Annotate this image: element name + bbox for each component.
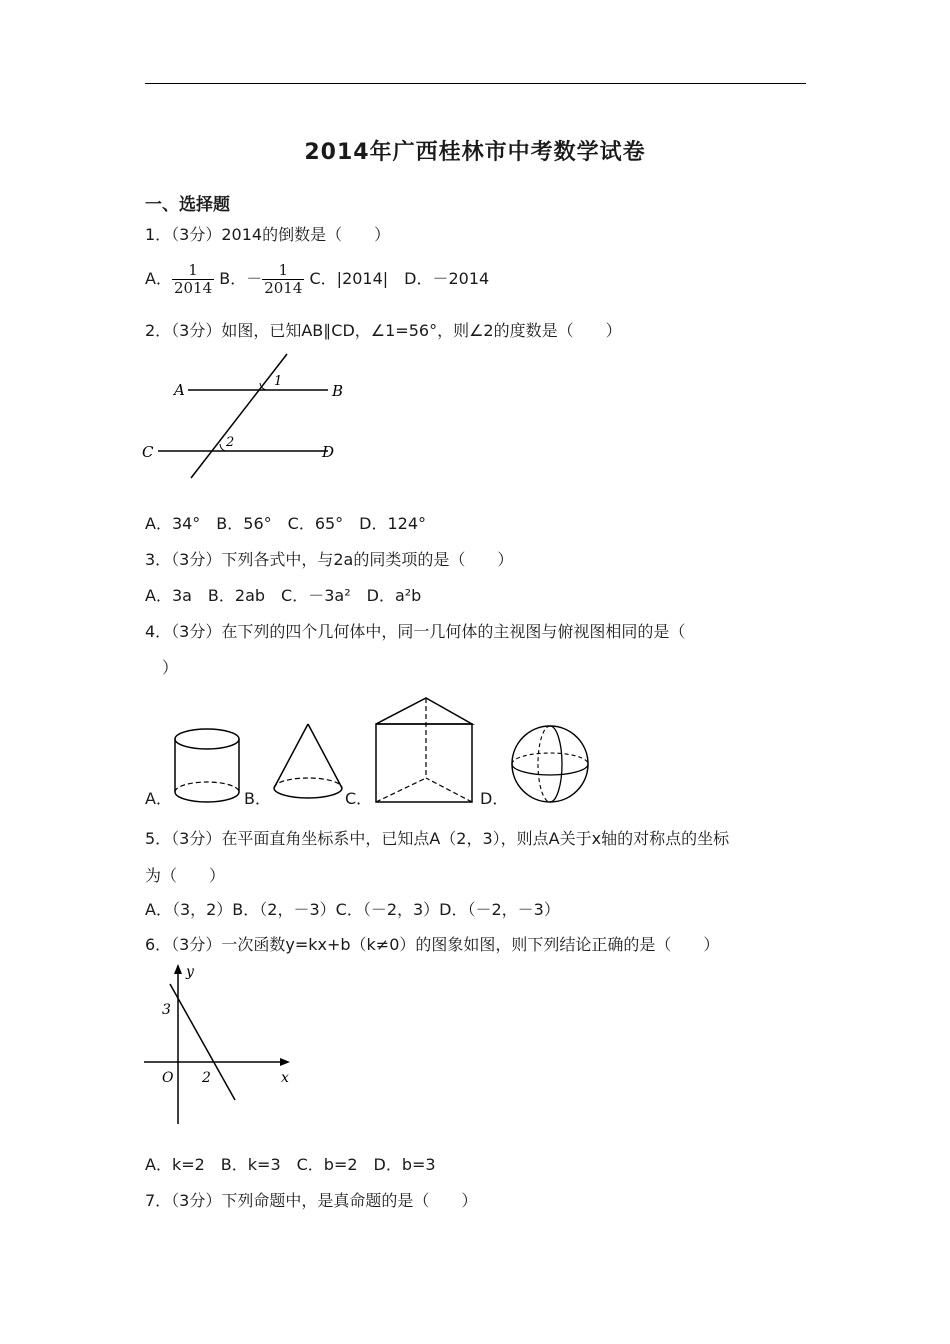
angle-2-arc (220, 444, 225, 451)
header-rule (145, 83, 806, 84)
question-3-stem: 3．（3分）下列各式中，与2a的同类项的是（ ） (145, 550, 514, 569)
x-axis-arrow (280, 1058, 290, 1066)
cylinder-bottom-back (175, 782, 239, 792)
label-angle-1: 1 (274, 374, 283, 389)
page-title: 2014年广西桂林市中考数学试卷 (304, 140, 646, 165)
cone-base-front (274, 788, 342, 798)
q1-option-b-numerator: 1 (262, 262, 304, 280)
question-5-stem-line2: 为（ ） (145, 866, 226, 885)
sphere-figure (508, 722, 592, 806)
label-origin: O (162, 1070, 174, 1086)
q1-option-a-fraction (172, 262, 214, 297)
label-x-intercept: 2 (202, 1070, 211, 1086)
label-d: D (322, 443, 335, 461)
cylinder-top-ellipse (175, 729, 239, 749)
section-heading: 一、选择题 (145, 195, 230, 215)
y-axis-arrow (174, 964, 182, 974)
cone-left-edge (274, 724, 308, 788)
cone-base-back (274, 778, 342, 788)
question-7-stem: 7．（3分）下列命题中，是真命题的是（ ） (145, 1191, 478, 1210)
q1-option-a-denominator: 2014 (173, 279, 213, 297)
q1-option-b-fraction (262, 262, 304, 297)
sphere-equator-back (512, 753, 588, 764)
label-a: A (174, 381, 185, 399)
label-angle-2: 2 (226, 435, 235, 450)
question-1-options (145, 262, 489, 297)
label-y: y (186, 964, 194, 980)
question-3-options: A．3a B．2ab C．－3a² D．a²b (145, 586, 422, 605)
q1-option-b-prefix: B．－ (219, 269, 263, 288)
q1-option-a-prefix: A． (145, 269, 172, 288)
q4-option-a-label: A． (145, 789, 172, 808)
sphere-meridian-front (550, 726, 562, 802)
q4-option-d-label: D． (480, 789, 509, 808)
question-4-stem-line1: 4．（3分）在下列的四个几何体中，同一几何体的主视图与俯视图相同的是（ (145, 622, 686, 641)
q4-option-b-label: B． (244, 789, 271, 808)
q1-option-b-denominator: 2014 (264, 279, 303, 297)
prism-hidden-left (376, 778, 426, 802)
triangular-prism-figure (372, 695, 476, 807)
question-2-options: A．34° B．56° C．65° D．124° (145, 514, 427, 533)
label-x: x (281, 1070, 289, 1086)
label-b: B (332, 382, 344, 400)
transversal-line (191, 354, 287, 478)
label-y-intercept: 3 (162, 1002, 171, 1018)
sphere-meridian-back (538, 726, 550, 802)
cone-figure (266, 720, 350, 806)
cylinder-bottom-front (175, 792, 239, 802)
question-4-stem-line2: ） (162, 658, 179, 677)
q4-option-c-label: C． (345, 789, 373, 808)
sphere-equator-front (512, 764, 588, 775)
parallel-lines-figure (140, 350, 350, 485)
label-c: C (142, 443, 154, 461)
linear-function-graph (140, 962, 300, 1130)
question-5-stem-line1: 5．（3分）在平面直角坐标系中，已知点A（2，3），则点A关于x轴的对称点的坐标 (145, 829, 730, 848)
cylinder-figure (170, 725, 244, 807)
question-2-stem: 2．（3分）如图，已知AB∥CD，∠1=56°，则∠2的度数是（ ） (145, 321, 622, 340)
sphere-outline (512, 726, 588, 802)
question-1-stem: 1．（3分）2014的倒数是（ ） (145, 225, 391, 244)
q1-option-a-numerator: 1 (172, 262, 214, 280)
q1-option-cd: C．|2014| D．－2014 (309, 269, 490, 288)
question-6-options: A．k=2 B．k=3 C．b=2 D．b=3 (145, 1155, 436, 1174)
prism-hidden-right (426, 778, 472, 802)
prism-front-face (376, 724, 472, 802)
prism-top-face (376, 698, 472, 724)
question-6-stem: 6．（3分）一次函数y=kx+b（k≠0）的图象如图，则下列结论正确的是（ ） (145, 935, 720, 954)
question-5-options: A．（3，2）B．（2，－3）C．（－2，3）D．（－2，－3） (145, 900, 560, 919)
